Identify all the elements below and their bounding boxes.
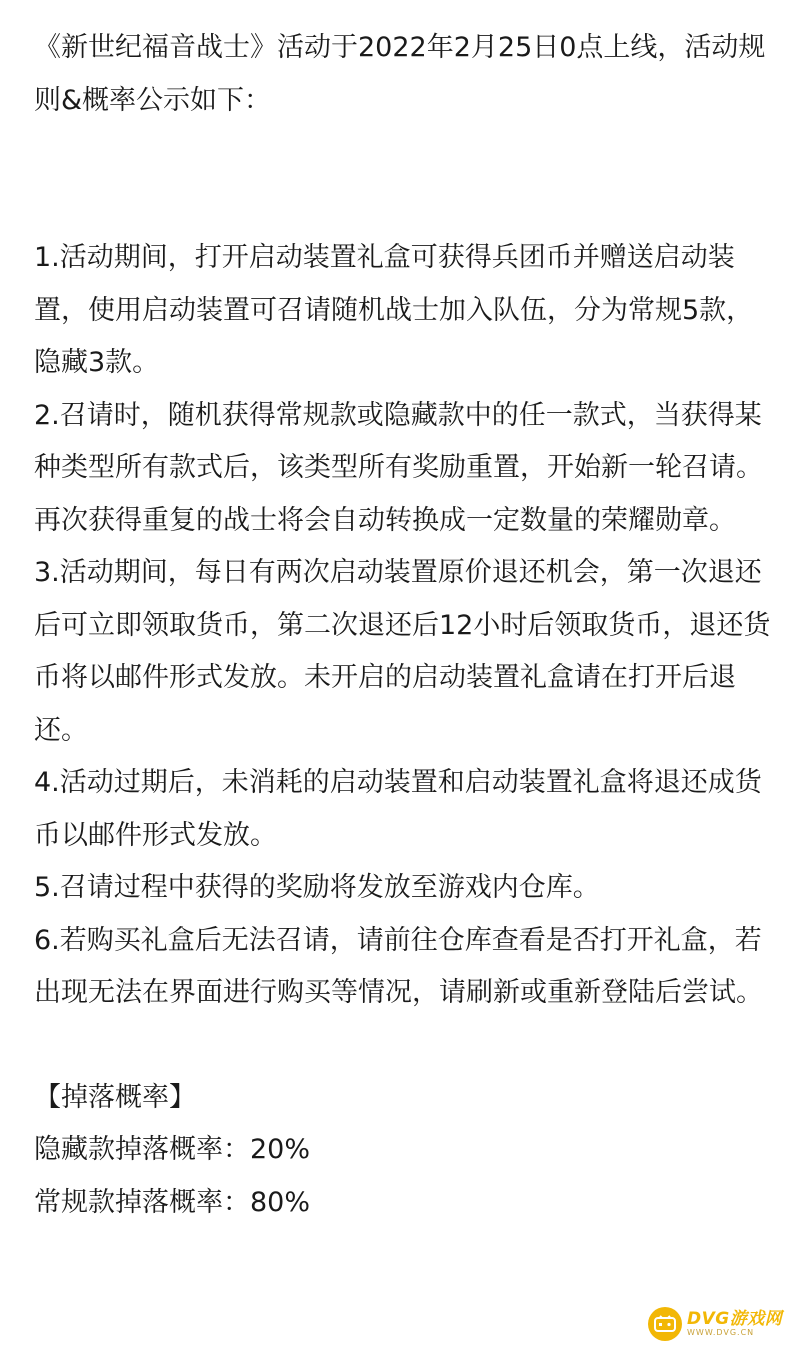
rule-6: 6.若购买礼盒后无法召请，请前往仓库查看是否打开礼盒，若出现无法在界面进行购买等情况，请刷新或重新登陆后尝试。 [34,924,763,1008]
rule-5: 5.召请过程中获得的奖励将发放至游戏内仓库。 [34,872,600,903]
rule-3: 3.活动期间，每日有两次启动装置原价退还机会，第一次退还后可立即领取货币，第二次退还后12小时后领取货币，退还货币将以邮件形式发放。未开启的启动装置礼盒请在打开后退还。 [34,557,771,746]
hidden-probability: 隐藏款掉落概率：20% [34,1134,311,1165]
spacer [34,1020,774,1072]
rule-2: 2.召请时，随机获得常规款或隐藏款中的任一款式，当获得某种类型所有款式后，该类型所有奖励重置，开始新一轮召请。再次获得重复的战士将会自动转换成一定数量的荣耀勋章。 [34,399,763,536]
site-watermark [648,1303,796,1345]
watermark-title: DVG游戏网 [687,1309,783,1329]
spacer [34,127,774,232]
regular-probability: 常规款掉落概率：80% [34,1186,311,1218]
article-body [34,22,774,1229]
probability-heading: 【掉落概率】 [34,1081,196,1113]
intro-paragraph: 《新世纪福音战士》活动于2022年2月25日0点上线，活动规则&概率公示如下： [34,32,766,116]
rule-1: 1.活动期间，打开启动装置礼盒可获得兵团币并赠送启动装置，使用启动装置可召请随机战士加入队伍，分为常规5款，隐藏3款。 [34,242,754,378]
gamepad-logo-icon [648,1307,682,1341]
rule-4: 4.活动过期后，未消耗的启动装置和启动装置礼盒将退还成货币以邮件形式发放。 [34,767,762,851]
watermark-url: WWW.DVG.CN [687,1328,755,1337]
